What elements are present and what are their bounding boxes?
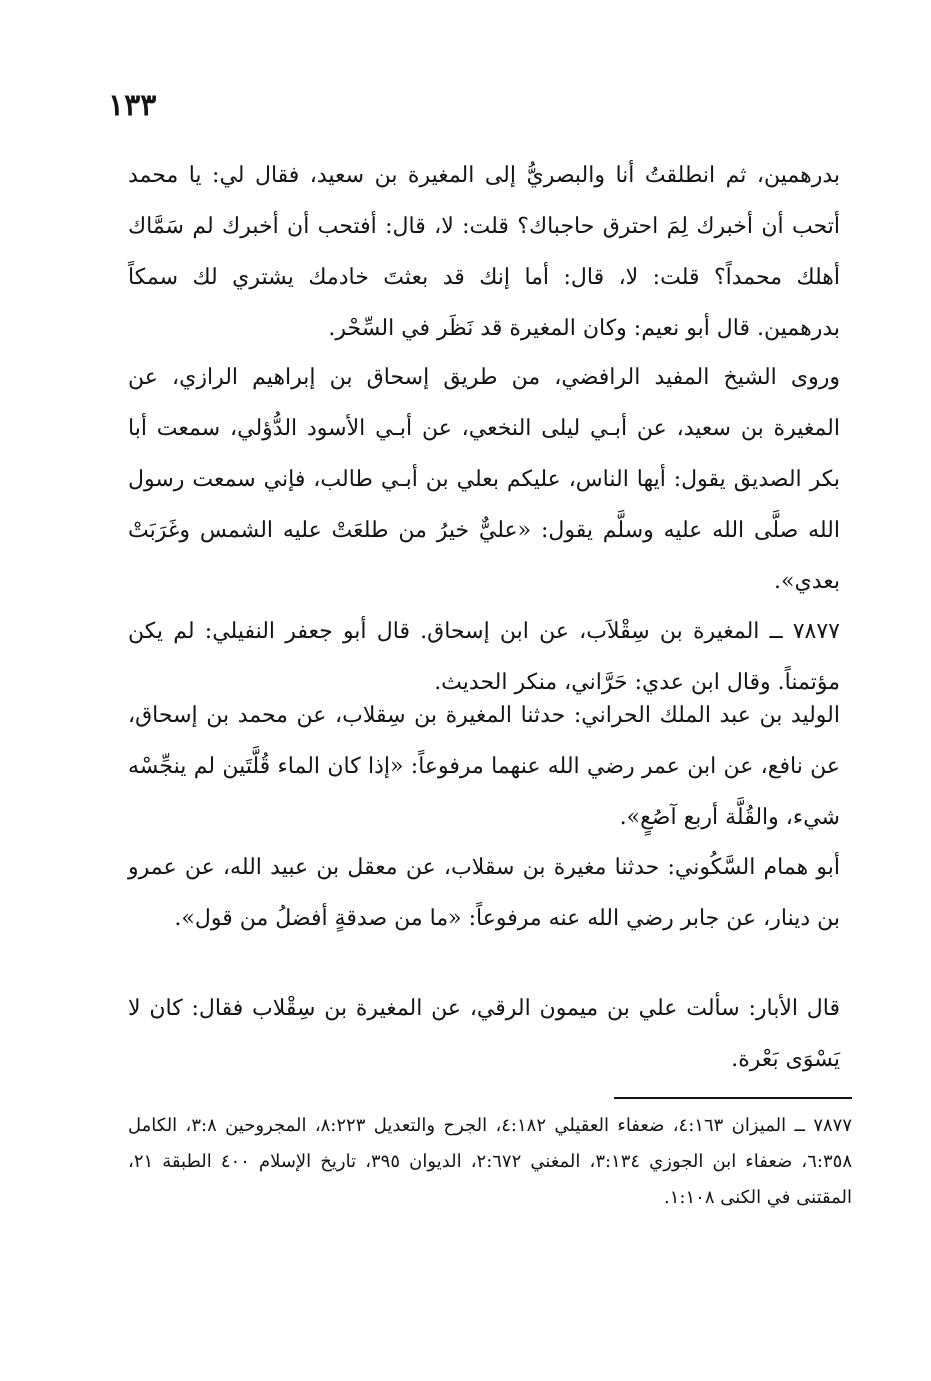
footnote-divider: [614, 1097, 852, 1099]
entry-7877-heading-paragraph: ٧٨٧٧ ــ المغيرة بن سِقْلاَب، عن ابن إسحاق. قال أبو جعفر النفيلي: لم يكن مؤتمناً. وقال ابن عدي: حَرَّاني، منكر الحديث.: [128, 619, 840, 695]
page-number: ١٣٣: [108, 88, 157, 123]
paragraph-4: الوليد بن عبد الملك الحراني: حدثنا المغيرة بن سِقلاب، عن محمد بن إسحاق، عن نافع، عن ابن عمر رضي الله عنهما مرفوعاً: «إذا كان الماء قُلَّتَين لم ينجِّسْه شيء، والقُلَّة أربع آصُعٍ».: [128, 703, 840, 830]
paragraph-1: بدرهمين، ثم انطلقتُ أنا والبصريُّ إلى المغيرة بن سعيد، فقال لي: يا محمد أتحب أن أخبرك لِمَ احترق حاجباك؟ قلت: لا، قال: أفتحب أن أخبرك لم سَمَّاك أهلك محمداً؟ قلت: لا، قال: أما إنك قد بعثتَ خادمك يشتري لك سمكاً بدرهمين. قال أبو نعيم: وكان المغيرة قد نَظَر في السِّحْر.: [128, 163, 840, 341]
footnote: ٧٨٧٧ ــ الميزان ٤:١٦٣، ضعفاء العقيلي ٤:١٨٢، الجرح والتعديل ٨:٢٢٣، المجروحين ٣:٨، الكامل ٦:٣٥٨، ضعفاء ابن الجوزي ٣:١٣٤، المغني ٢:٦٧٢، الديوان ٣٩٥، تاريخ الإسلام ٤٠٠ الطبقة ٢١، المقتنى في الكنى ١:١٠٨.: [128, 1115, 853, 1208]
paragraph-6: قال الأبار: سألت علي بن ميمون الرقي، عن المغيرة بن سِقْلاب فقال: كان لا يَسْوَى بَعْرة.: [128, 996, 840, 1072]
paragraph-2: وروى الشيخ المفيد الرافضي، من طريق إسحاق بن إبراهيم الرازي، عن المغيرة بن سعيد، عن أبـي ليلى النخعي، عن أبـي الأسود الدُّؤلي، سمعت أبا بكر الصديق يقول: أيها الناس، عليكم بعلي بن أبـي طالب، فإني سمعت رسول الله صلَّى الله عليه وسلَّم يقول: «عليٌّ خيرُ من طلعَتْ عليه الشمس وغَرَبَتْ بعدي».: [128, 365, 840, 594]
paragraph-5: أبو همام السَّكُوني: حدثنا مغيرة بن سقلاب، عن معقل بن عبيد الله، عن عمرو بن دينار، عن جابر رضي الله عنه مرفوعاً: «ما من صدقةٍ أفضلُ من قول».: [128, 855, 840, 931]
